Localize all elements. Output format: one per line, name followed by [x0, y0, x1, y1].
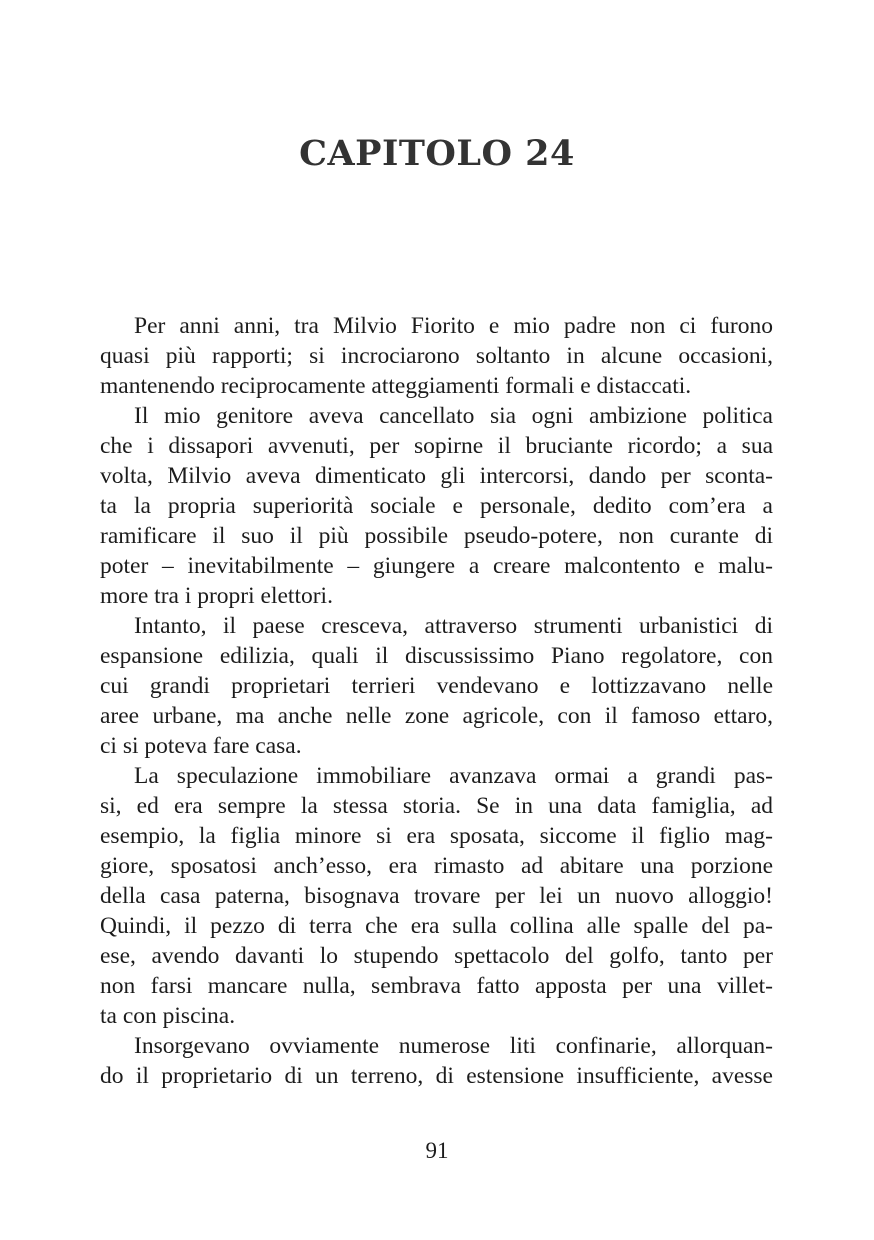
body-text: [100, 311, 773, 1091]
page-number: 91: [425, 1138, 449, 1163]
text-line: esempio, la figlia minore si era sposata, siccome il figlio mag-: [100, 823, 773, 849]
text-line: espansione edilizia, quali il discussissimo Piano regolatore, con: [100, 643, 773, 669]
text-line: cui grandi proprietari terrieri vendevano e lottizzavano nelle: [100, 673, 773, 699]
text-line: si, ed era sempre la stessa storia. Se in una data famiglia, ad: [100, 793, 773, 819]
text-line: more tra i propri elettori.: [100, 583, 333, 609]
text-line: do il proprietario di un terreno, di estensione insufficiente, avesse: [100, 1063, 773, 1089]
text-line: della casa paterna, bisognava trovare per lei un nuovo alloggio!: [100, 883, 773, 909]
text-line: ci si poteva fare casa.: [100, 733, 302, 759]
text-line: ramificare il suo il più possibile pseudo-potere, non curante di: [100, 523, 773, 549]
text-line: Per anni anni, tra Milvio Fiorito e mio padre non ci furono: [134, 313, 773, 339]
text-line: Il mio genitore aveva cancellato sia ogni ambizione politica: [134, 403, 773, 429]
text-line: Insorgevano ovviamente numerose liti confinarie, allorquan-: [134, 1033, 773, 1059]
text-line: aree urbane, ma anche nelle zone agricole, con il famoso ettaro,: [100, 703, 773, 729]
text-line: Quindi, il pezzo di terra che era sulla collina alle spalle del pa-: [100, 913, 773, 939]
chapter-title: CAPITOLO 24: [299, 133, 575, 174]
text-line: mantenendo reciprocamente atteggiamenti formali e distaccati.: [100, 373, 692, 399]
text-line: non farsi mancare nulla, sembrava fatto apposta per una villet-: [100, 973, 773, 999]
text-line: La speculazione immobiliare avanzava ormai a grandi pas-: [134, 763, 773, 789]
text-line: giore, sposatosi anch’esso, era rimasto ad abitare una porzione: [100, 853, 773, 879]
text-line: Intanto, il paese cresceva, attraverso strumenti urbanistici di: [134, 613, 773, 639]
text-line: quasi più rapporti; si incrociarono soltanto in alcune occasioni,: [100, 343, 773, 369]
text-line: ese, avendo davanti lo stupendo spettacolo del golfo, tanto per: [100, 943, 773, 969]
text-line: volta, Milvio aveva dimenticato gli intercorsi, dando per sconta-: [100, 463, 773, 489]
text-line: ta con piscina.: [100, 1003, 236, 1029]
text-line: che i dissapori avvenuti, per sopirne il bruciante ricordo; a sua: [100, 433, 773, 459]
text-line: poter – inevitabilmente – giungere a creare malcontento e malu-: [100, 553, 773, 579]
text-line: ta la propria superiorità sociale e personale, dedito com’era a: [100, 493, 773, 519]
